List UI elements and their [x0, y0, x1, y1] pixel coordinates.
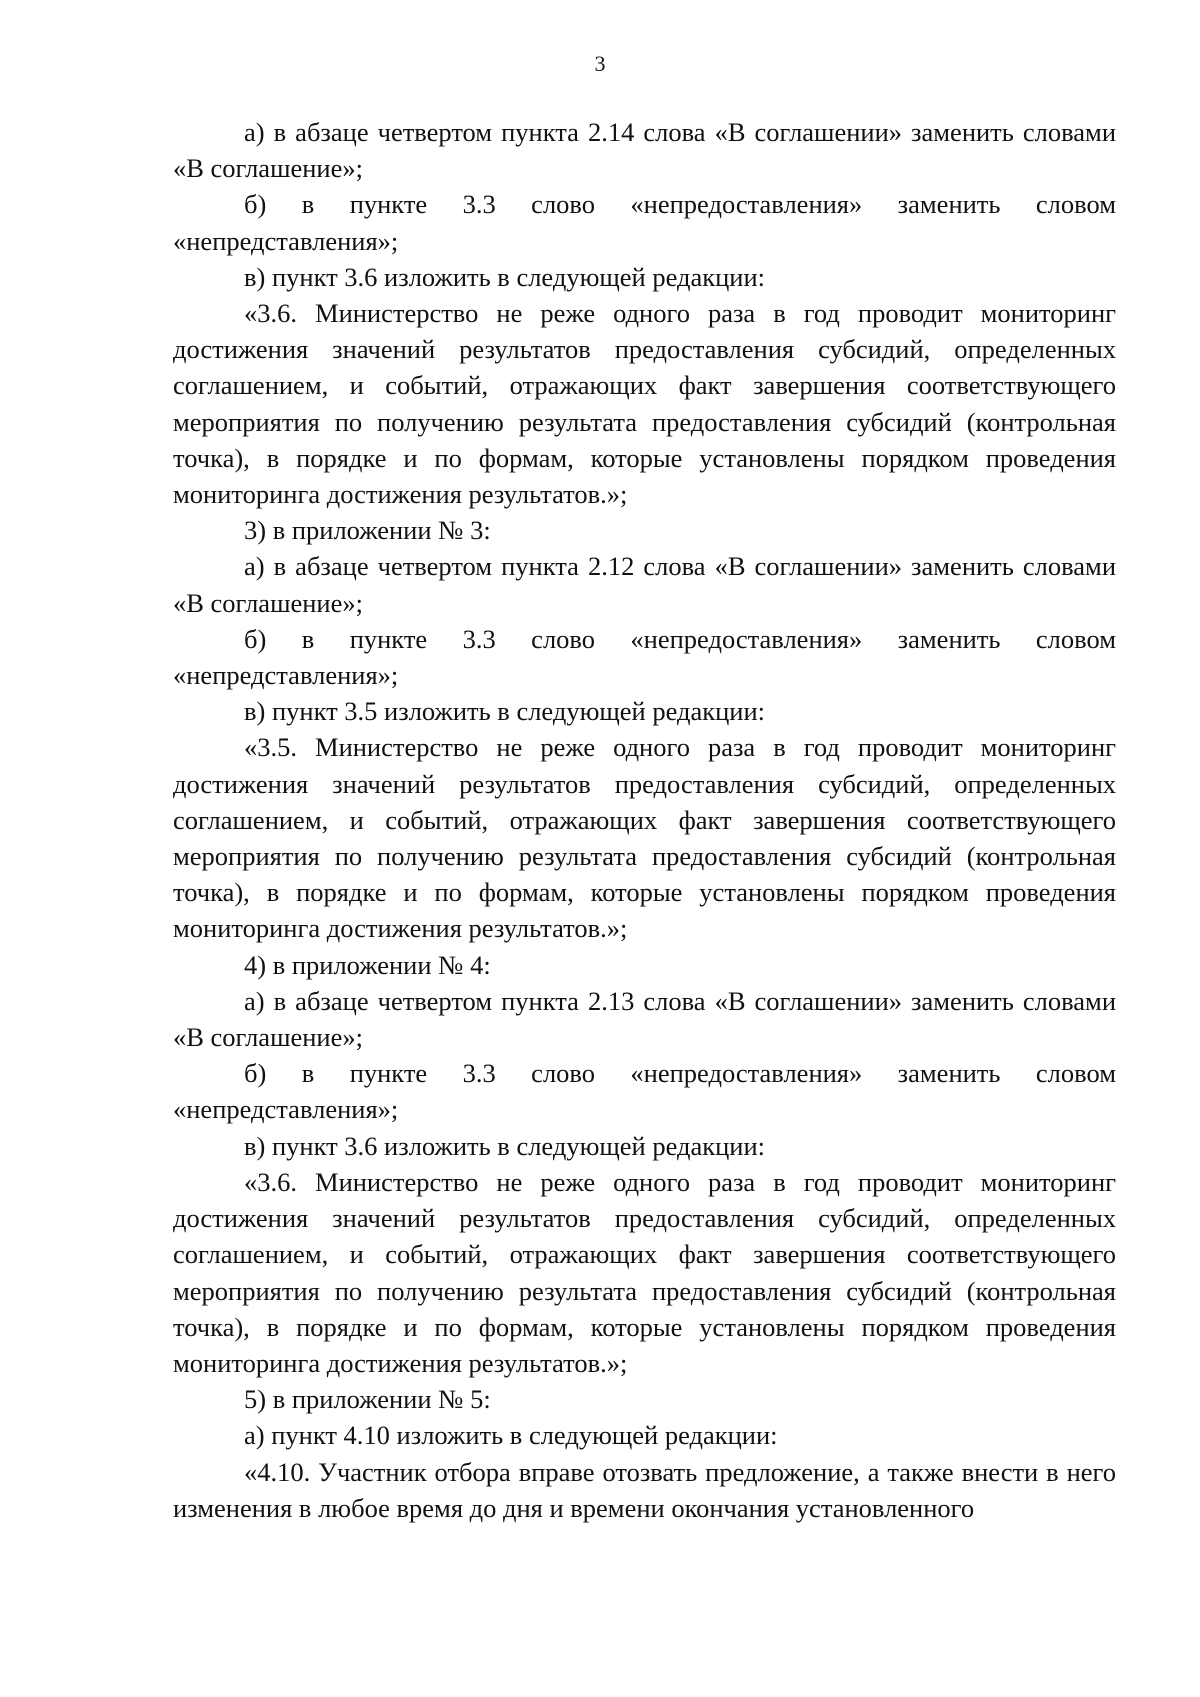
paragraph-appendix-3: 3) в приложении № 3:: [244, 515, 491, 546]
paragraph-amendment-a: а) в абзаце четвертом пункта 2.14 слова «В соглашении» заменить словами «В соглашение»;: [173, 117, 1116, 184]
paragraph-amendment-a: а) пункт 4.10 изложить в следующей редакции:: [244, 1420, 778, 1451]
paragraph-quoted-4-10: «4.10. Участник отбора вправе отозвать предложение, а также внести в него изменения в любое время до дня и времени окончания установленного: [173, 1456, 1116, 1523]
document-body: [173, 114, 1116, 1526]
paragraph-amendment-b: б) в пункте 3.3 слово «непредоставления» заменить словом «непредставления»;: [173, 623, 1116, 691]
paragraph-quoted-3-6: «3.6. Министерство не реже одного раза в год проводит мониторинг достижения значений результатов предоставления субсидий, определенных соглашением, и событий, отражающих факт завершения соответствующего мероприятия по получению результата предоставления субсидий (контрольная точка), в порядке и по формам, которые установлены порядком проведения мониторинга достижения результатов.»;: [173, 1166, 1116, 1378]
paragraph-amendment-a: а) в абзаце четвертом пункта 2.13 слова «В соглашении» заменить словами «В соглашение»;: [173, 985, 1116, 1053]
page-number: 3: [594, 51, 606, 76]
paragraph-appendix-4: 4) в приложении № 4:: [244, 949, 491, 980]
paragraph-amendment-b: б) в пункте 3.3 слово «непредоставления» заменить словом «непредставления»;: [173, 189, 1116, 256]
paragraph-amendment-c: в) пункт 3.6 изложить в следующей редакции:: [244, 261, 766, 292]
paragraph-amendment-a: а) в абзаце четвертом пункта 2.12 слова «В соглашении» заменить словами «В соглашение»;: [173, 551, 1116, 618]
paragraph-amendment-c: в) пункт 3.5 изложить в следующей редакции:: [244, 696, 766, 727]
paragraph-quoted-3-6: «3.6. Министерство не реже одного раза в год проводит мониторинг достижения значений результатов предоставления субсидий, определенных соглашением, и событий, отражающих факт завершения соответствующего мероприятия по получению результата предоставления субсидий (контрольная точка), в порядке и по формам, которые установлены порядком проведения мониторинга достижения результатов.»;: [173, 298, 1116, 510]
paragraph-quoted-3-5: «3.5. Министерство не реже одного раза в год проводит мониторинг достижения значений результатов предоставления субсидий, определенных соглашением, и событий, отражающих факт завершения соответствующего мероприятия по получению результата предоставления субсидий (контрольная точка), в порядке и по формам, которые установлены порядком проведения мониторинга достижения результатов.»;: [173, 732, 1116, 944]
paragraph-appendix-5: 5) в приложении № 5:: [244, 1384, 491, 1415]
paragraph-amendment-b: б) в пункте 3.3 слово «непредоставления» заменить словом «непредставления»;: [173, 1058, 1116, 1125]
paragraph-amendment-c: в) пункт 3.6 изложить в следующей редакции:: [244, 1130, 766, 1161]
